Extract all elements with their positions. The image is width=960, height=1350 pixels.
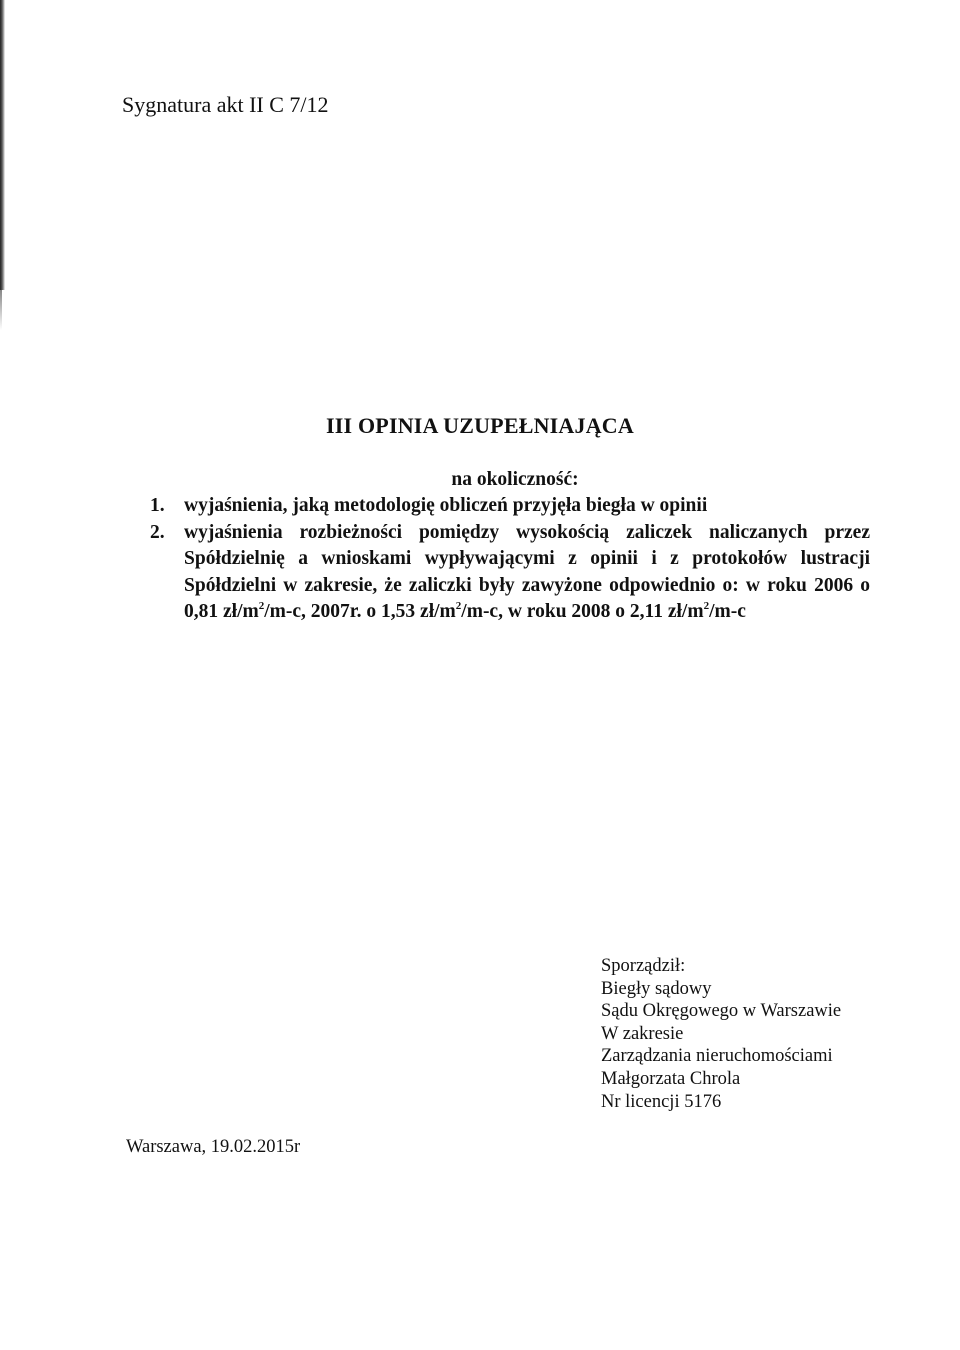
place-date: Warszawa, 19.02.2015r — [126, 1137, 301, 1157]
list-item-number: 2. — [150, 521, 165, 543]
signature-line: Sporządził: — [601, 956, 686, 976]
list-item — [150, 520, 870, 626]
list-item-text-part: /m-c, 2007r. o 1,53 zł/m — [264, 601, 456, 622]
list-item-text-part: /m-c, w roku 2008 o 2,11 zł/m — [461, 601, 704, 622]
list-item-text — [184, 520, 870, 626]
list-item-text-part: wyjaśnienia rozbieżności pomiędzy wysokością zaliczek naliczanych przez Spółdzielnię a wnioskami wypływającymi z opinii i z protokołów lustracji Spółdzielni w zakresie, że zaliczki były zawyżone odpowiednio o: w roku 2006 o 0,81 zł/m — [184, 521, 870, 622]
scan-edge-shadow — [0, 0, 5, 290]
superscript: 2 — [455, 599, 462, 612]
superscript: 2 — [703, 599, 710, 612]
signature-line: Zarządzania nieruchomościami — [601, 1046, 833, 1067]
superscript: 2 — [258, 599, 265, 612]
signature-line: Sądu Okręgowego w Warszawie — [601, 1001, 842, 1022]
signature-line: W zakresie — [601, 1023, 684, 1044]
subject-heading: na okoliczność: — [451, 469, 579, 490]
list-item — [150, 493, 870, 520]
document-title: III OPINIA UZUPEŁNIAJĄCA — [326, 413, 634, 438]
list-item-number: 1. — [150, 495, 165, 516]
case-reference: Sygnatura akt II C 7/12 — [122, 92, 329, 117]
signature-line: Biegły sądowy — [601, 978, 712, 999]
subject-section — [150, 467, 870, 626]
signature-block — [601, 955, 841, 1113]
scan-edge-shadow-fade — [0, 290, 2, 330]
list-item-text-part: /m-c — [709, 601, 746, 622]
signature-line: Małgorzata Chrola — [601, 1068, 741, 1089]
list-item-text: wyjaśnienia, jaką metodologię obliczeń przyjęła biegła w opinii — [184, 495, 708, 516]
signature-line: Nr licencji 5176 — [601, 1091, 722, 1112]
